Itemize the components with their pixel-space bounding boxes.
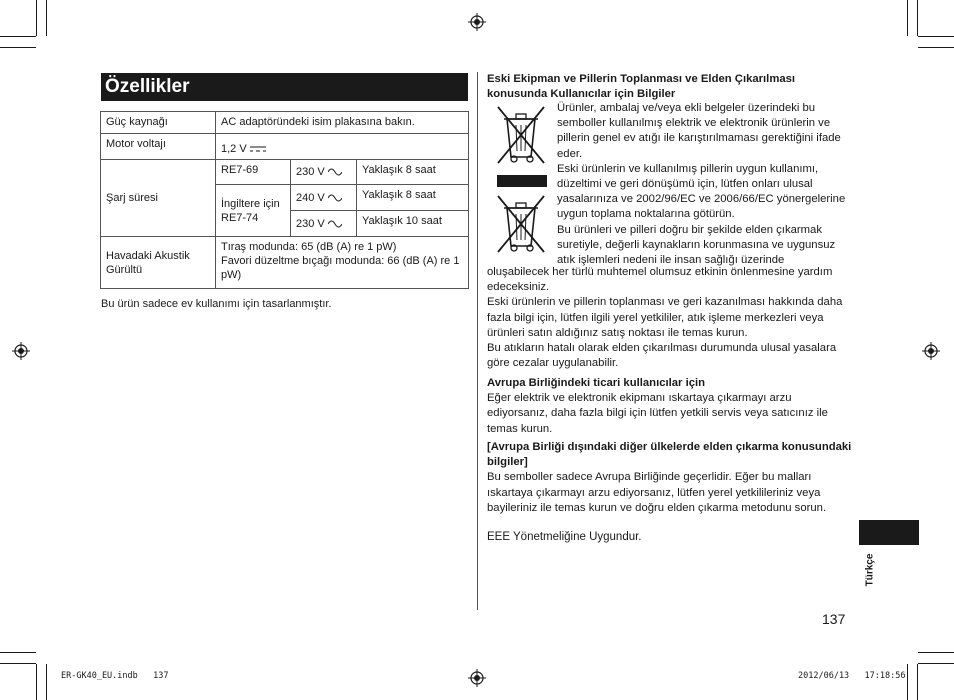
crop-mark (918, 36, 954, 37)
motor-voltage-value: 1,2 V (221, 143, 247, 155)
noise-value-trim: Favori düzeltme bıçağı modunda: 66 (dB (A) re 1 pW) (221, 255, 460, 281)
charge-time-value: Yaklaşık 10 saat (357, 211, 469, 237)
crop-mark (0, 663, 36, 664)
footer-filename: ER-GK40_EU.indb 137 (61, 671, 169, 681)
disposal-collection-advice: Eski ürünlerin ve kullanılmış pillerin uygun kullanımı, düzeltimi ve geri dönüşümü için, lütfen onları ulusal yasalarınıza ve 2002/96/EC ve 2006/66/EC yönergelerine uygun toplama noktalarına götürün. (557, 162, 846, 221)
noise-value-cell (216, 237, 469, 289)
eu-heading: Avrupa Birliğindeki ticari kullanıcılar için (487, 377, 706, 389)
crop-mark (46, 0, 47, 36)
registration-mark-icon (468, 13, 486, 31)
disposal-more-info: Eski ürünlerin ve pillerin toplanması ve geri kazanılması hakkında daha fazla bilgi için, lütfen ilgili yerel yetkililer, atık işleme merkezleri veya ürünleri satın aldığınız satış noktası ile temas kurun. (487, 296, 843, 339)
crop-mark (36, 664, 37, 700)
eu-section (487, 376, 855, 437)
crop-mark (46, 664, 47, 700)
registration-mark-icon (922, 342, 940, 360)
voltage-value: 230 V (296, 166, 325, 178)
disposal-paragraph (557, 101, 855, 268)
language-tab-marker (859, 520, 919, 545)
crop-mark (917, 0, 918, 36)
model-uk: İngiltere için RE7-74 (216, 185, 291, 237)
charge-time-value: Yaklaşık 8 saat (357, 185, 469, 211)
crossed-out-bin-icon (494, 103, 548, 165)
disposal-penalties: Bu atıkların hatalı olarak elden çıkarılması durumunda ulusal yasalara göre cezalar uygulanabilir. (487, 342, 837, 370)
crop-mark (0, 652, 36, 653)
voltage-cell (291, 160, 357, 185)
page-number: 137 (822, 611, 846, 627)
registration-mark-icon (468, 669, 486, 687)
symbol-bar (497, 175, 547, 187)
language-label (858, 550, 882, 590)
ac-wave-icon (328, 220, 342, 228)
voltage-cell (291, 211, 357, 237)
disposal-symbols-meaning: Ürünler, ambalaj ve/veya ekli belgeler üzerindeki bu semboller kullanılmış elektrik ve elektronik ürünlerin ve pillerin genel ev atığı ile karıştırılmaması gerektiğini ifade eder. (557, 102, 841, 160)
ac-wave-icon (328, 168, 342, 176)
ac-wave-icon (328, 194, 342, 202)
crop-mark (918, 652, 954, 653)
crop-mark (907, 664, 908, 700)
voltage-cell (291, 185, 357, 211)
voltage-value: 230 V (296, 217, 325, 230)
disposal-heading-line-1: Eski Ekipman ve Pillerin Toplanması ve Elden Çıkarılması (487, 73, 796, 85)
non-eu-heading: [Avrupa Birliği dışındaki diğer ülkelerde elden çıkarma konusundaki bilgiler] (487, 441, 852, 469)
non-eu-text: Bu semboller sadece Avrupa Birliğinde geçerlidir. Eğer bu malları ıskartaya çıkarmayı arzu ediyorsanız, lütfen yerel yetkilileriniz veya bayileriniz ile temas kurun ve doğru elden çıkarma metodunu sorun. (487, 471, 827, 514)
voltage-value: 240 V (296, 191, 325, 204)
power-source-value: AC adaptöründeki isim plakasına bakın. (216, 112, 469, 134)
disposal-benefits-continued: oluşabilecek her türlü muhtemel olumsuz etkinin önlenmesine yardım edeceksiniz. (487, 266, 833, 294)
crop-mark (36, 0, 37, 36)
eu-text: Eğer elektrik ve elektronik ekipmanı ıskartaya çıkarmayı arzu ediyorsanız, daha fazla bilgi için lütfen yetkili servis veya satıcınız ile temas kurun. (487, 392, 828, 435)
non-eu-section (487, 440, 855, 516)
disposal-paragraph (487, 265, 855, 371)
language-label-text: Türkçe (864, 553, 876, 587)
column-divider (477, 72, 478, 610)
disposal-heading (487, 72, 855, 102)
crop-mark (918, 47, 954, 48)
model-re769: RE7-69 (216, 160, 291, 185)
power-source-label: Güç kaynağı (101, 112, 216, 134)
crop-mark (907, 0, 908, 36)
crop-mark (917, 664, 918, 700)
footer-timestamp: 2012/06/13 17:18:56 (798, 671, 906, 681)
dc-current-icon (250, 145, 266, 153)
crossed-out-bin-icon (494, 192, 548, 254)
registration-mark-icon (12, 342, 30, 360)
crop-mark (0, 47, 36, 48)
crop-mark (0, 36, 36, 37)
motor-voltage-cell (216, 134, 469, 160)
crop-mark (918, 663, 954, 664)
noise-value-shave: Tıraş modunda: 65 (dB (A) re 1 pW) (221, 241, 397, 253)
spec-table (100, 111, 469, 289)
eee-compliance: EEE Yönetmeliğine Uygundur. (487, 531, 642, 543)
charge-time-value: Yaklaşık 8 saat (357, 160, 469, 185)
household-note: Bu ürün sadece ev kullanımı için tasarlanmıştır. (101, 298, 332, 310)
disposal-benefits-part: Bu ürünleri ve pilleri doğru bir şekilde elden çıkarmak suretiyle, değerli kaynakların korunmasına ve uygunsuz atık işlemleri nedeni ile insan sağlığı üzerinde (557, 223, 836, 267)
motor-voltage-label: Motor voltajı (101, 134, 216, 160)
section-title: Özellikler (101, 73, 468, 101)
disposal-heading-line-2: konusunda Kullanıcılar için Bilgiler (487, 88, 676, 100)
charge-time-label: Şarj süresi (101, 160, 216, 237)
noise-label: Havadaki Akustik Gürültü (101, 237, 216, 289)
